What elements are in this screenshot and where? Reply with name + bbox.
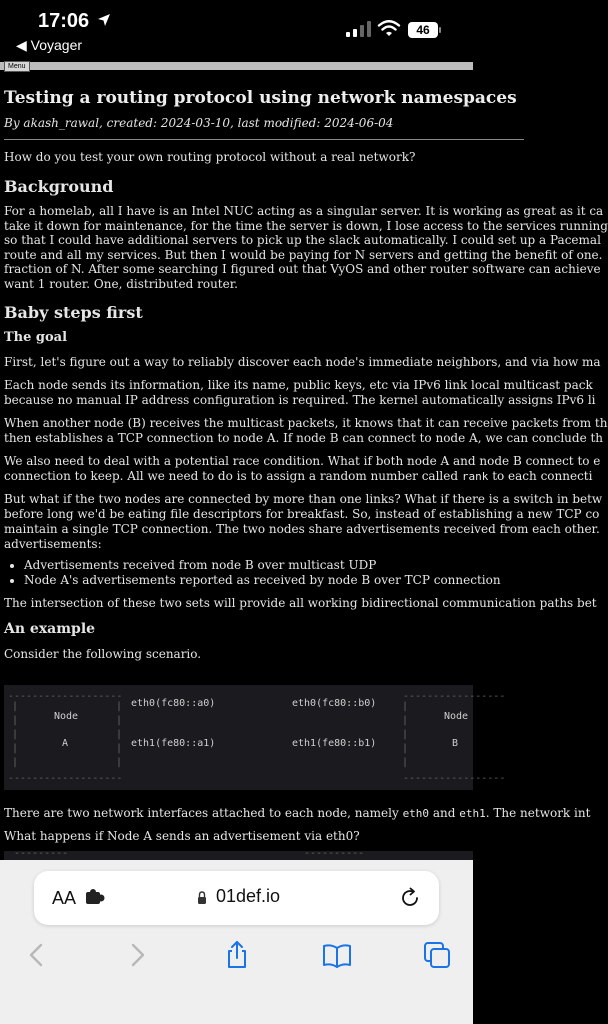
diagram-border: | — [12, 743, 19, 754]
list-item: • Advertisements received from node B over multicast UDP — [24, 558, 524, 573]
node-b-label: Node — [444, 711, 469, 722]
intro-paragraph: How do you test your own routing protocol without a real network? — [4, 150, 416, 164]
diagram-border: | — [12, 729, 19, 740]
goal-line: But what if the two nodes are connected by more than one links? What if there is a switch in betw — [4, 492, 603, 506]
iface-b-eth0: eth0(fc80::b0) — [292, 698, 377, 709]
page-settings-button[interactable]: AA — [52, 888, 77, 908]
goal-paragraph-3 — [4, 416, 608, 446]
iface-a-eth1: eth1(fe80::a1) — [131, 738, 216, 749]
background-line: For a homelab, all I have is an Intel NUC acting as a singular server. It is working as great as it ca — [4, 204, 604, 218]
diagram-border: | — [402, 743, 409, 754]
interfaces-text: . The network int — [485, 806, 591, 820]
intersection-paragraph: The intersection of these two sets will provide all working bidirectional communication paths bet — [4, 596, 597, 610]
interfaces-paragraph — [4, 806, 590, 821]
question-paragraph: What happens if Node A sends an advertisement via eth0? — [4, 829, 360, 843]
address-bar[interactable] — [34, 871, 439, 925]
goal-line: then establishes a TCP connection to node A. If node B can connect to node A, we can conclude th — [4, 431, 604, 445]
diagram-border: ---------- — [304, 848, 365, 859]
background-line: route and all my services. But then I would be paying for N servers and getting the benefit of one. — [4, 247, 603, 262]
status-time: 17:06 — [38, 10, 90, 32]
interfaces-text: and — [429, 806, 460, 820]
network-diagram-codeblock — [4, 685, 506, 790]
chevron-right-icon[interactable] — [122, 940, 152, 970]
battery-icon: 46 — [408, 22, 438, 38]
diagram-border: ----------------- — [403, 691, 506, 702]
goal-line: maintain a single TCP connection. The two nodes share advertisements received from each other. — [4, 522, 600, 536]
interfaces-text: There are two network interfaces attached to each node, namely — [4, 806, 403, 820]
goal-paragraph-5 — [4, 492, 603, 552]
inline-code-rank: rank — [461, 470, 489, 483]
article-meta: By akash_rawal, created: 2024-03-10, last modified: 2024-06-04 — [4, 116, 524, 140]
reload-icon[interactable] — [399, 887, 421, 909]
cellular-signal-icon — [346, 21, 372, 37]
goal-paragraph-2 — [4, 378, 596, 408]
tabs-icon[interactable] — [422, 940, 452, 970]
goal-line: to each connecti — [488, 469, 593, 483]
goal-line: because no manual IP address configuration is required. The kernel automatically assigns IPv6 li — [4, 393, 596, 407]
node-b-name: B — [452, 738, 459, 749]
background-line: so that I could have additional servers to pick up the slack automatically. I could set up a Pacemal — [4, 233, 601, 247]
list-item: • Node A's advertisements reported as received by node B over TCP connection — [24, 573, 524, 588]
article — [4, 88, 608, 670]
inline-code-eth1: eth1 — [459, 807, 486, 820]
puzzle-extension-icon[interactable] — [86, 889, 106, 905]
diagram-border: | — [12, 757, 19, 768]
background-line: fraction of N. After some searching I figured out that VyOS and other router software can achieve — [4, 262, 601, 276]
diagram-border: ----------------- — [403, 773, 506, 784]
goal-line: advertisements: — [4, 537, 102, 551]
iface-b-eth1: eth1(fe80::b1) — [292, 738, 377, 749]
diagram-border: | — [116, 715, 123, 726]
background-paragraph — [4, 204, 608, 291]
book-icon[interactable] — [322, 940, 352, 970]
heading-goal: The goal — [4, 330, 68, 345]
goal-line: When another node (B) receives the multicast packets, it knows that it can receive packets from th — [4, 416, 608, 430]
goal-paragraph-1: First, let's figure out a way to reliably discover each node's immediate neighbors, and via how ma — [4, 355, 601, 369]
diagram-border: ------------------- — [8, 773, 123, 784]
node-a-name: A — [62, 738, 69, 749]
url-text[interactable]: 01def.io — [216, 886, 281, 906]
advertisement-list — [4, 558, 524, 588]
goal-line: connection to keep. All we need to do is to assign a random number called — [4, 469, 462, 483]
diagram-border: | — [116, 757, 123, 768]
browser-toolbar — [0, 860, 473, 1024]
battery-tip — [439, 27, 441, 33]
background-line: take it down for maintenance, for the time the server is down, I lose access to the services running — [4, 218, 608, 233]
article-title: Testing a routing protocol using network namespaces — [4, 88, 517, 108]
diagram-border: --------- — [14, 848, 69, 859]
diagram-border: | — [116, 729, 123, 740]
status-bar — [0, 0, 473, 60]
goal-line: Each node sends its information, like its name, public keys, etc via IPv6 link local multicast pack — [4, 378, 593, 392]
location-arrow-icon — [97, 13, 111, 27]
diagram-border: ------------------- — [8, 691, 123, 702]
diagram-border: | — [402, 701, 409, 712]
diagram-border: | — [116, 701, 123, 712]
background-line: want 1 router. One, distributed router. — [4, 276, 238, 291]
menu-button[interactable]: Menu — [4, 61, 30, 72]
site-menu-bar — [0, 62, 473, 70]
wifi-icon — [378, 20, 400, 38]
diagram-border: | — [402, 729, 409, 740]
diagram-border: | — [12, 715, 19, 726]
lock-icon — [197, 891, 207, 905]
heading-baby-steps: Baby steps first — [4, 303, 143, 322]
chevron-left-icon[interactable] — [22, 940, 52, 970]
inline-code-eth0: eth0 — [402, 807, 430, 820]
share-icon[interactable] — [222, 940, 252, 970]
heading-background: Background — [4, 177, 114, 196]
diagram-border: | — [402, 757, 409, 768]
node-a-label: Node — [54, 711, 79, 722]
goal-paragraph-4 — [4, 454, 601, 484]
diagram-border: | — [402, 715, 409, 726]
goal-line: We also need to deal with a potential race condition. What if both node A and node B connect to e — [4, 454, 601, 468]
back-to-app-link[interactable]: ◀ Voyager — [16, 37, 83, 53]
heading-example: An example — [4, 621, 96, 637]
iface-a-eth0: eth0(fc80::a0) — [131, 698, 216, 709]
diagram-border: | — [116, 743, 123, 754]
example-intro: Consider the following scenario. — [4, 647, 202, 661]
diagram-border: | — [12, 701, 19, 712]
goal-line: before long we'd be eating file descriptors for breakfast. So, instead of establishing a new TCP co — [4, 507, 600, 521]
